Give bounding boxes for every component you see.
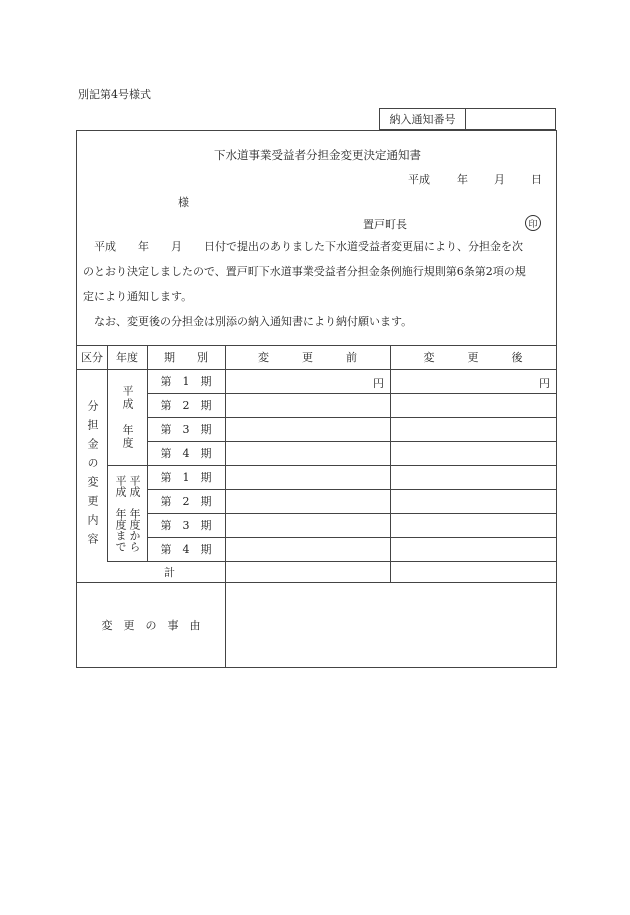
notice-number-label: 納入通知番号 <box>380 109 466 129</box>
header-after: 変 更 後 <box>423 351 523 364</box>
period-cell: 第 4 期 <box>160 447 212 460</box>
reason-label: 変 更 の 事 由 <box>101 619 201 632</box>
col-border <box>390 345 391 582</box>
period-cell: 第 2 期 <box>160 399 212 412</box>
body-line-4: なお、変更後の分担金は別添の納入通知書により納付願います。 <box>83 315 413 328</box>
notice-form-frame <box>76 130 557 668</box>
period-cell: 第 3 期 <box>160 519 212 532</box>
date-month: 月 <box>494 173 505 186</box>
body-line-2: のとおり決定しましたので、置戸町下水道事業受益者分担金条例施行規則第6条第2項の規 <box>83 265 526 278</box>
date-year: 年 <box>457 173 468 186</box>
category-text: 分担金の変更内容 <box>86 399 99 552</box>
header-year: 年度 <box>116 351 138 364</box>
currency-before: 円 <box>373 377 384 390</box>
year-group-2-from: 平成 年度から <box>128 474 141 552</box>
period-cell: 第 4 期 <box>160 543 212 556</box>
date-day: 日 <box>531 173 542 186</box>
notice-number-box <box>379 108 556 130</box>
period-cell: 第 1 期 <box>160 375 212 388</box>
year-group-1-text: 平成 年度 <box>121 384 134 450</box>
body-line-3: 定により通知します。 <box>83 290 193 303</box>
seal-mark: 印 <box>525 215 541 231</box>
header-before: 変 更 前 <box>258 351 357 364</box>
sender-name: 置戸町長 <box>363 218 407 231</box>
body-line-1: 平成 年 月 日付で提出のありました下水道受益者変更届により、分担金を次 <box>83 240 523 253</box>
currency-after: 円 <box>539 377 550 390</box>
period-cell: 第 3 期 <box>160 423 212 436</box>
header-period: 期 別 <box>164 351 208 364</box>
period-cell: 第 1 期 <box>160 471 212 484</box>
reason-field[interactable] <box>226 583 554 667</box>
year-group-1 <box>107 369 147 465</box>
addressee-suffix: 様 <box>178 196 189 209</box>
category-label <box>77 369 107 582</box>
notice-number-field[interactable] <box>466 109 555 129</box>
year-group-2 <box>107 465 147 561</box>
form-number-label: 別記第4号様式 <box>78 88 151 101</box>
period-cell: 第 2 期 <box>160 495 212 508</box>
document-title: 下水道事業受益者分担金変更決定通知書 <box>214 148 421 162</box>
date-era: 平成 <box>408 173 430 186</box>
year-group-2-to: 平成 年度まで <box>114 474 127 552</box>
total-label: 計 <box>164 565 175 579</box>
header-category: 区分 <box>81 351 103 364</box>
